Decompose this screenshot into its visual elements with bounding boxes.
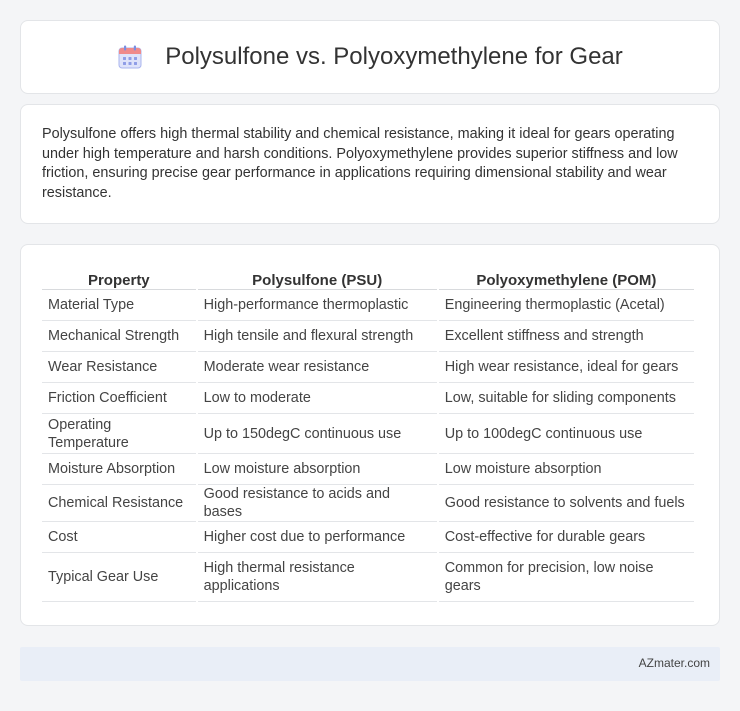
psu-cell: Low moisture absorption bbox=[198, 454, 437, 485]
property-cell: Friction Coefficient bbox=[42, 383, 196, 414]
psu-cell: High-performance thermoplastic bbox=[198, 290, 437, 321]
header-card bbox=[20, 20, 720, 94]
column-header-pom: Polyoxymethylene (POM) bbox=[439, 265, 694, 290]
psu-cell: High tensile and flexural strength bbox=[198, 321, 437, 352]
footer-brand: AZmater.com bbox=[638, 656, 710, 670]
table-header-row bbox=[42, 265, 694, 290]
calendar-icon bbox=[117, 44, 143, 70]
footer-bar bbox=[20, 647, 720, 681]
property-cell: Chemical Resistance bbox=[42, 485, 196, 522]
property-cell: Wear Resistance bbox=[42, 352, 196, 383]
column-header-psu: Polysulfone (PSU) bbox=[198, 265, 437, 290]
page-title: Polysulfone vs. Polyoxymethylene for Gear bbox=[165, 43, 623, 70]
pom-cell: Common for precision, low noise gears bbox=[439, 553, 694, 602]
comparison-table bbox=[40, 265, 696, 602]
pom-cell: High wear resistance, ideal for gears bbox=[439, 352, 694, 383]
property-cell: Material Type bbox=[42, 290, 196, 321]
table-row bbox=[42, 383, 694, 414]
pom-cell: Engineering thermoplastic (Acetal) bbox=[439, 290, 694, 321]
table-row bbox=[42, 522, 694, 553]
table-row bbox=[42, 290, 694, 321]
pom-cell: Good resistance to solvents and fuels bbox=[439, 485, 694, 522]
psu-cell: Low to moderate bbox=[198, 383, 437, 414]
table-row bbox=[42, 321, 694, 352]
property-cell: Mechanical Strength bbox=[42, 321, 196, 352]
pom-cell: Cost-effective for durable gears bbox=[439, 522, 694, 553]
property-cell: Cost bbox=[42, 522, 196, 553]
psu-cell: Good resistance to acids and bases bbox=[198, 485, 437, 522]
title-wrap bbox=[117, 43, 623, 71]
property-cell: Moisture Absorption bbox=[42, 454, 196, 485]
pom-cell: Low, suitable for sliding components bbox=[439, 383, 694, 414]
column-header-property: Property bbox=[42, 265, 196, 290]
table-row bbox=[42, 414, 694, 454]
psu-cell: Up to 150degC continuous use bbox=[198, 414, 437, 454]
table-row bbox=[42, 553, 694, 602]
comparison-table-card bbox=[20, 244, 720, 626]
table-row bbox=[42, 454, 694, 485]
intro-card bbox=[20, 104, 720, 224]
property-cell: Operating Temperature bbox=[42, 414, 196, 454]
pom-cell: Low moisture absorption bbox=[439, 454, 694, 485]
psu-cell: Higher cost due to performance bbox=[198, 522, 437, 553]
pom-cell: Up to 100degC continuous use bbox=[439, 414, 694, 454]
psu-cell: Moderate wear resistance bbox=[198, 352, 437, 383]
intro-paragraph: Polysulfone offers high thermal stability and chemical resistance, making it ideal for gears operating under high temperature and harsh conditions. Polyoxymethylene provides superior stiffness and low friction, ensuring precise gear performance in applications requiring dimensional stability and wear resistance. bbox=[42, 126, 678, 201]
table-row bbox=[42, 485, 694, 522]
property-cell: Typical Gear Use bbox=[42, 553, 196, 602]
table-row bbox=[42, 352, 694, 383]
psu-cell: High thermal resistance applications bbox=[198, 553, 437, 602]
pom-cell: Excellent stiffness and strength bbox=[439, 321, 694, 352]
